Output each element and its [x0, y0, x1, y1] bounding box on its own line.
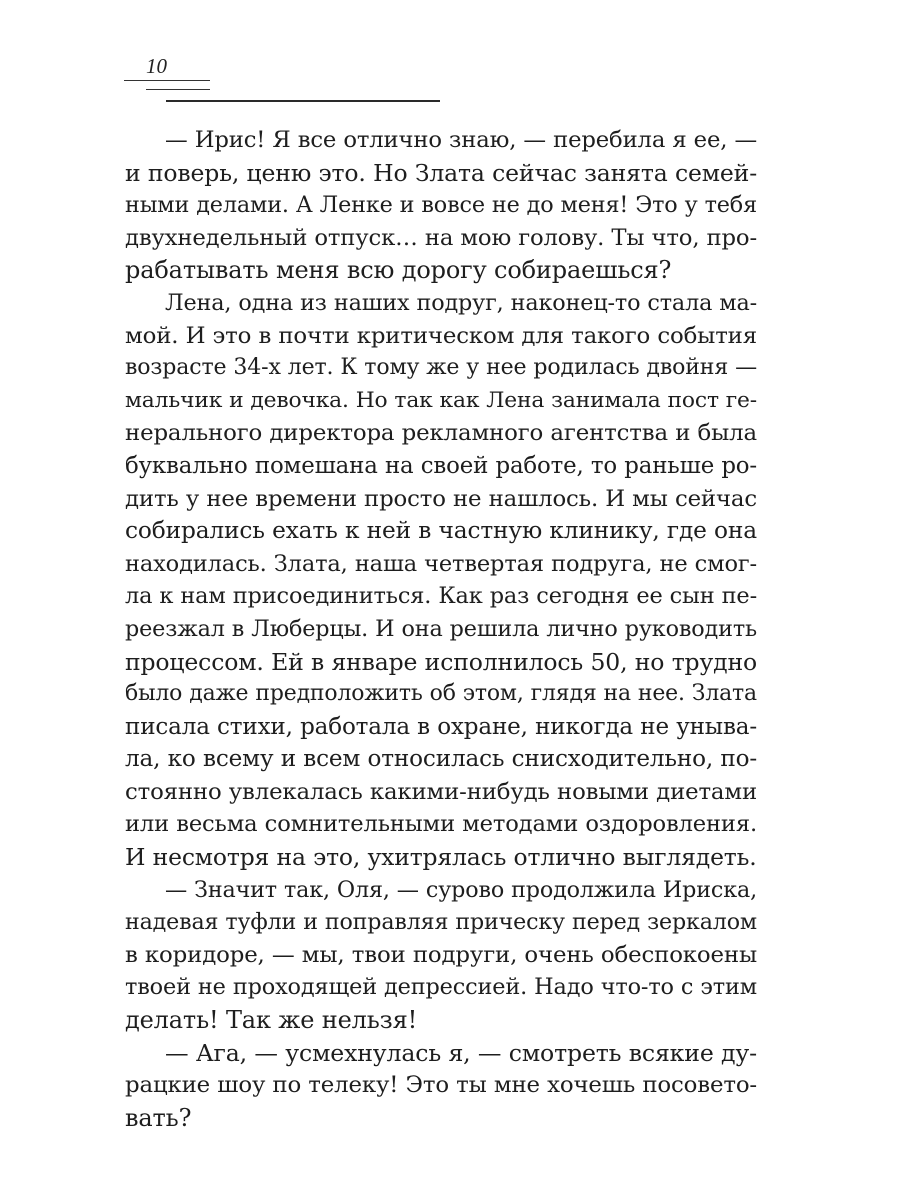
text-line: было даже предположить об этом, глядя на нее. Злата: [125, 681, 757, 707]
text-line: И несмотря на это, ухитрялась отлично выглядеть.: [125, 843, 757, 872]
text-line: и поверь, ценю это. Но Злата сейчас занята семей-: [125, 158, 757, 187]
text-line: твоей не проходящей депрессией. Надо что-то с этим: [125, 974, 757, 1001]
text-line: нерального директора рекламного агентства и была: [125, 420, 757, 447]
paragraph: [125, 1037, 757, 1135]
text-line: в коридоре, — мы, твои подруги, очень обеспокоены: [125, 941, 757, 968]
text-line: процессом. Ей в январе исполнилось 50, но трудно: [125, 647, 757, 676]
paragraph: [125, 124, 757, 287]
text-line: делать! Так же нельзя!: [125, 1006, 418, 1035]
text-line: надевая туфли и поправляя прическу перед зеркалом: [125, 909, 757, 936]
page-header: [0, 0, 900, 110]
page-number: 10: [146, 54, 167, 78]
header-rule-top: [124, 80, 210, 81]
text-line: — Значит так, Оля, — сурово продолжила Ириска,: [165, 876, 757, 903]
text-line: дить у нее времени просто не нашлось. И мы сейчас: [125, 485, 757, 512]
text-line: — Ага, — усмехнулась я, — смотреть всякие ду-: [165, 1038, 757, 1067]
paragraph: [125, 287, 757, 874]
text-line: вать?: [125, 1103, 192, 1132]
text-line: или весьма сомнительными методами оздоровления.: [125, 811, 757, 838]
text-line: возрасте 34-х лет. К тому же у нее родилась двойня —: [125, 355, 757, 381]
text-line: буквально помешана на своей работе, то раньше ро-: [125, 452, 757, 479]
paragraph: [125, 874, 757, 1037]
text-line: ла к нам присоединиться. Как раз сегодня ее сын пе-: [125, 583, 757, 610]
text-line: стоянно увлекалась какими-нибудь новыми диетами: [125, 778, 757, 805]
text-line: рацкие шоу по телеку! Это ты мне хочешь посовето-: [125, 1072, 757, 1099]
text-line: двухнедельный отпуск… на мою голову. Ты что, про-: [125, 224, 757, 251]
text-line: рабатывать меня всю дорогу собираешься?: [125, 256, 672, 285]
text-line: ными делами. А Ленке и вовсе не до меня! Это у тебя: [125, 192, 757, 219]
text-line: собирались ехать к ней в частную клинику, где она: [125, 517, 757, 545]
text-line: — Ирис! Я все отлично знаю, — перебила я ее, —: [165, 127, 757, 153]
text-line: реезжал в Люберцы. И она решила лично руководить: [125, 615, 757, 642]
header-rule-middle: [146, 89, 210, 90]
text-line: ла, ко всему и всем относилась снисходительно, по-: [125, 746, 757, 773]
text-line: Лена, одна из наших подруг, наконец-то стала ма-: [165, 289, 757, 316]
text-line: находилась. Злата, наша четвертая подруга, не смог-: [125, 550, 757, 577]
header-rule-long: [166, 100, 440, 102]
text-line: писала стихи, работала в охране, никогда не унывa-: [125, 713, 757, 740]
text-line: мальчик и девочка. Но так как Лена занимала пост ге-: [125, 387, 757, 413]
body-text: [125, 124, 757, 1134]
text-line: мой. И это в почти критическом для такого события: [125, 322, 757, 349]
